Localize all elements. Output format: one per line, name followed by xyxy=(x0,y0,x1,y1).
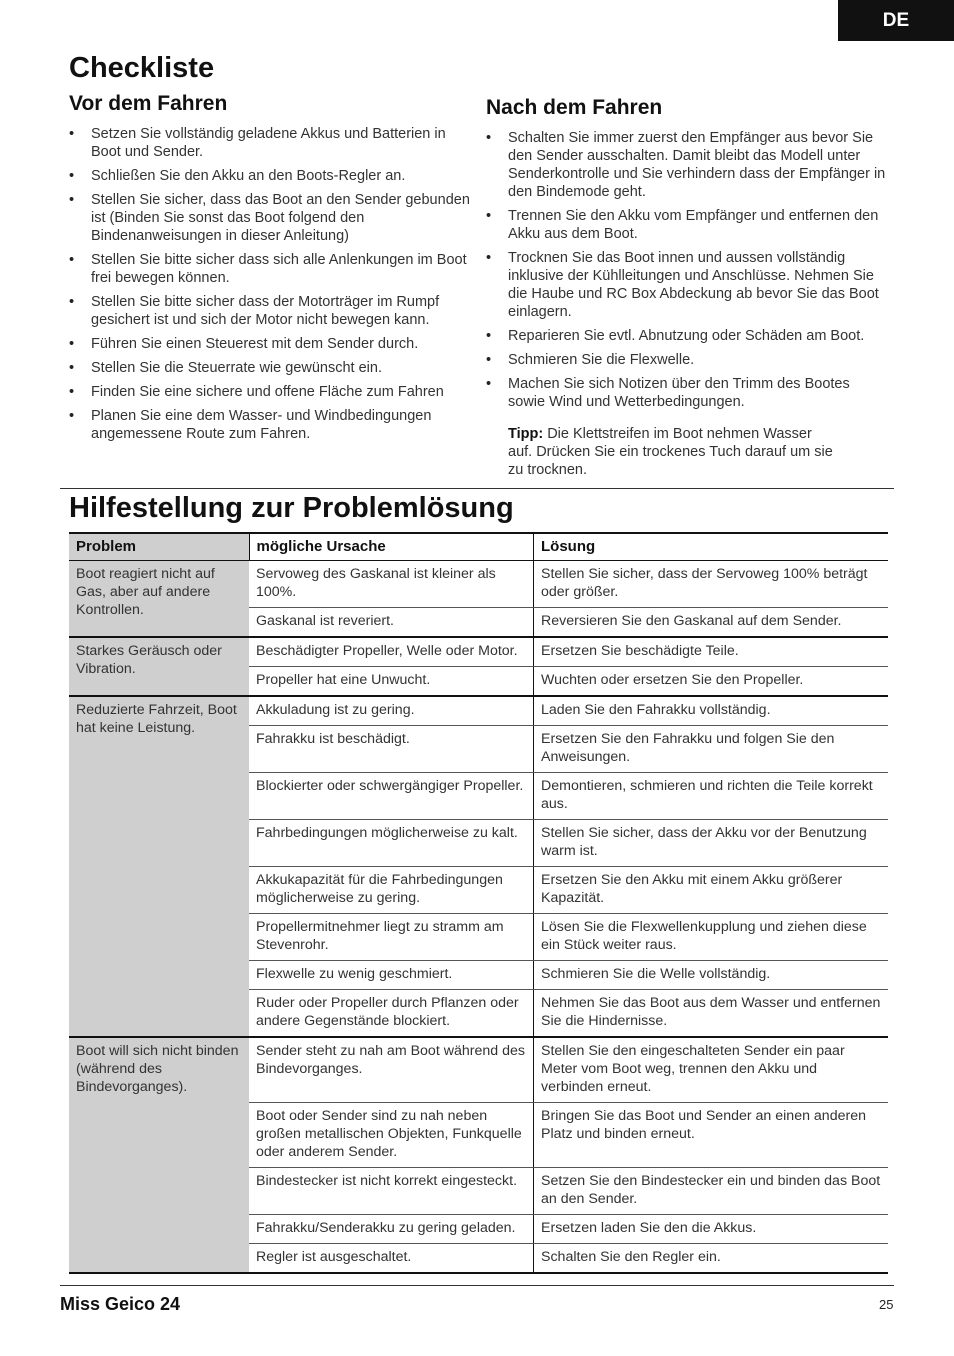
list-item: • Stellen Sie sicher, dass das Boot an den Sender gebunden ist (Binden Sie sonst das Boot folgend den Bindenanweisungen in dieser Anleitung) xyxy=(69,191,474,245)
table-row xyxy=(69,1037,888,1103)
after-driving-list xyxy=(486,129,890,411)
solution-cell: Reversieren Sie den Gaskanal auf dem Sender. xyxy=(534,608,889,638)
before-driving-heading: Vor dem Fahren xyxy=(69,92,228,115)
list-item: • Stellen Sie bitte sicher dass sich alle Anlenkungen im Boot frei bewegen können. xyxy=(69,251,474,287)
tip-box xyxy=(486,425,838,479)
list-item: • Finden Sie eine sichere und offene Fläche zum Fahren xyxy=(69,383,474,401)
footer-divider xyxy=(60,1285,894,1286)
solution-cell: Laden Sie den Fahrakku vollständig. xyxy=(534,696,889,726)
problem-cell: Boot will sich nicht binden (während des Bindevorganges). xyxy=(69,1037,249,1273)
cause-cell: Servoweg des Gaskanal ist kleiner als 100%. xyxy=(249,561,534,608)
cause-cell: Bindestecker ist nicht korrekt eingesteckt. xyxy=(249,1168,534,1215)
page-number: 25 xyxy=(879,1297,894,1312)
troubleshooting-title: Hilfestellung zur Problemlösung xyxy=(69,492,514,524)
tip-text: Die Klettstreifen im Boot nehmen Wasser auf. Drücken Sie ein trockenes Tuch darauf um sie zu trocknen. xyxy=(508,426,833,478)
problem-cell: Reduzierte Fahrzeit, Boot hat keine Leistung. xyxy=(69,696,249,1037)
cause-cell: Gaskanal ist reveriert. xyxy=(249,608,534,638)
list-item: • Stellen Sie die Steuerrate wie gewünscht ein. xyxy=(69,359,474,377)
list-item: • Stellen Sie bitte sicher dass der Motorträger im Rumpf gesichert ist und sich der Motor nicht bewegen kann. xyxy=(69,293,474,329)
solution-cell: Ersetzen Sie beschädigte Teile. xyxy=(534,637,889,667)
cause-cell: Fahrbedingungen möglicherweise zu kalt. xyxy=(249,820,534,867)
list-item: • Schließen Sie den Akku an den Boots-Regler an. xyxy=(69,167,474,185)
solution-cell: Wuchten oder ersetzen Sie den Propeller. xyxy=(534,667,889,697)
cause-cell: Propellermitnehmer liegt zu stramm am Stevenrohr. xyxy=(249,914,534,961)
table-header-row xyxy=(69,533,888,561)
before-driving-list xyxy=(69,125,474,443)
cause-cell: Akkukapazität für die Fahrbedingungen möglicherweise zu gering. xyxy=(249,867,534,914)
solution-cell: Schalten Sie den Regler ein. xyxy=(534,1244,889,1274)
column-header-solution: Lösung xyxy=(534,533,889,561)
table-row xyxy=(69,637,888,667)
checklist-title: Checkliste xyxy=(69,52,215,84)
troubleshooting-table xyxy=(69,532,888,1274)
tip-label: Tipp: xyxy=(508,426,544,442)
problem-cell: Starkes Geräusch oder Vibration. xyxy=(69,637,249,696)
list-item: • Schalten Sie immer zuerst den Empfänger aus bevor Sie den Sender ausschalten. Damit bleibt das Modell unter Senderkontrolle und Sie verhindern dass der Empfänger in den Bindemode geht. xyxy=(486,129,890,201)
cause-cell: Fahrakku ist beschädigt. xyxy=(249,726,534,773)
cause-cell: Regler ist ausgeschaltet. xyxy=(249,1244,534,1274)
after-driving-list-container xyxy=(486,129,890,479)
list-item: • Schmieren Sie die Flexwelle. xyxy=(486,351,890,369)
section-divider xyxy=(60,488,894,489)
list-item: • Führen Sie einen Steuerest mit dem Sender durch. xyxy=(69,335,474,353)
list-item: • Machen Sie sich Notizen über den Trimm des Bootes sowie Wind und Wetterbedingungen. xyxy=(486,375,890,411)
cause-cell: Fahrakku/Senderakku zu gering geladen. xyxy=(249,1215,534,1244)
cause-cell: Blockierter oder schwergängiger Propeller. xyxy=(249,773,534,820)
cause-cell: Beschädigter Propeller, Welle oder Motor. xyxy=(249,637,534,667)
after-driving-heading: Nach dem Fahren xyxy=(486,96,663,119)
solution-cell: Stellen Sie sicher, dass der Servoweg 100% beträgt oder größer. xyxy=(534,561,889,608)
solution-cell: Bringen Sie das Boot und Sender an einen anderen Platz und binden erneut. xyxy=(534,1103,889,1168)
solution-cell: Schmieren Sie die Welle vollständig. xyxy=(534,961,889,990)
table-row xyxy=(69,561,888,608)
list-item: • Trocknen Sie das Boot innen und aussen vollständig inklusive der Kühlleitungen und Anschlüsse. Nehmen Sie die Haube und RC Box Abdeckung ab bevor Sie das Boot einlagern. xyxy=(486,249,890,321)
solution-cell: Stellen Sie den eingeschalteten Sender ein paar Meter vom Boot weg, trennen den Akku und verbinden erneut. xyxy=(534,1037,889,1103)
language-tab: DE xyxy=(838,0,954,41)
list-item: • Trennen Sie den Akku vom Empfänger und entfernen den Akku aus dem Boot. xyxy=(486,207,890,243)
solution-cell: Lösen Sie die Flexwellenkupplung und ziehen diese ein Stück weiter raus. xyxy=(534,914,889,961)
solution-cell: Nehmen Sie das Boot aus dem Wasser und entfernen Sie die Hindernisse. xyxy=(534,990,889,1038)
cause-cell: Boot oder Sender sind zu nah neben großen metallischen Objekten, Funkquelle oder anderem Sender. xyxy=(249,1103,534,1168)
table-row xyxy=(69,696,888,726)
solution-cell: Ersetzen Sie den Akku mit einem Akku größerer Kapazität. xyxy=(534,867,889,914)
solution-cell: Stellen Sie sicher, dass der Akku vor der Benutzung warm ist. xyxy=(534,820,889,867)
before-driving-list-container xyxy=(69,125,474,449)
list-item: • Planen Sie eine dem Wasser- und Windbedingungen angemessene Route zum Fahren. xyxy=(69,407,474,443)
cause-cell: Sender steht zu nah am Boot während des Bindevorganges. xyxy=(249,1037,534,1103)
solution-cell: Ersetzen Sie den Fahrakku und folgen Sie den Anweisungen. xyxy=(534,726,889,773)
list-item: • Setzen Sie vollständig geladene Akkus und Batterien in Boot und Sender. xyxy=(69,125,474,161)
list-item: • Reparieren Sie evtl. Abnutzung oder Schäden am Boot. xyxy=(486,327,890,345)
cause-cell: Propeller hat eine Unwucht. xyxy=(249,667,534,697)
column-header-cause: mögliche Ursache xyxy=(249,533,534,561)
table-body xyxy=(69,561,888,1274)
cause-cell: Akkuladung ist zu gering. xyxy=(249,696,534,726)
solution-cell: Demontieren, schmieren und richten die Teile korrekt aus. xyxy=(534,773,889,820)
solution-cell: Setzen Sie den Bindestecker ein und binden das Boot an den Sender. xyxy=(534,1168,889,1215)
cause-cell: Flexwelle zu wenig geschmiert. xyxy=(249,961,534,990)
cause-cell: Ruder oder Propeller durch Pflanzen oder andere Gegenstände blockiert. xyxy=(249,990,534,1038)
product-name: Miss Geico 24 xyxy=(60,1294,181,1314)
problem-cell: Boot reagiert nicht auf Gas, aber auf andere Kontrollen. xyxy=(69,561,249,638)
column-header-problem: Problem xyxy=(69,533,249,561)
solution-cell: Ersetzen laden Sie den die Akkus. xyxy=(534,1215,889,1244)
